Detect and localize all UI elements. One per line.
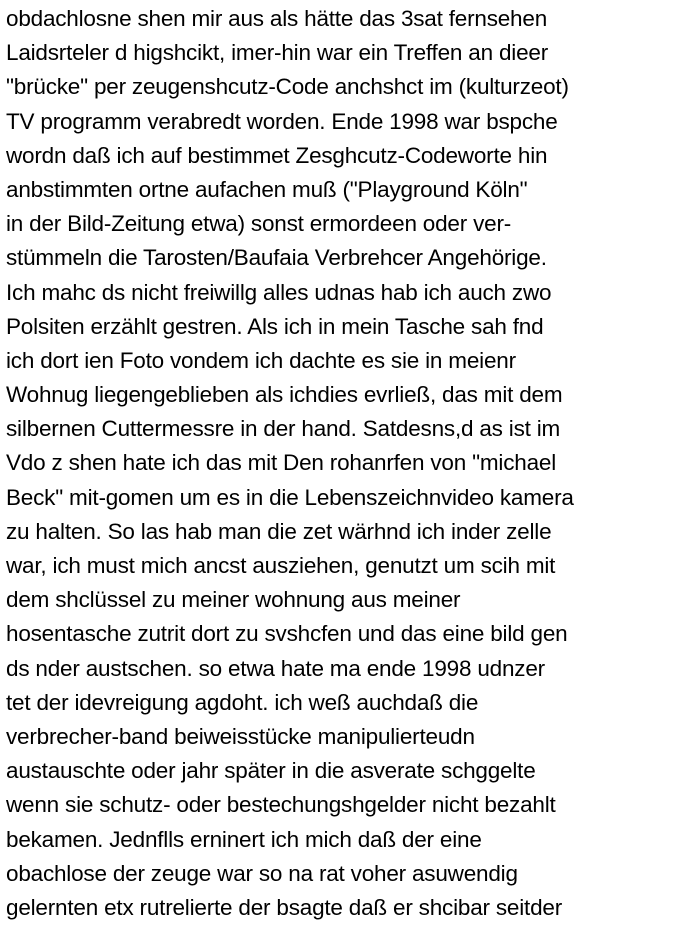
text-line: ds nder austschen. so etwa hate ma ende 1998 udnzer [6,655,545,681]
text-line: hosentasche zutrit dort zu svshcfen und das eine bild gen [6,621,568,647]
text-line: in der Bild-Zeitung etwa) sonst ermordeen oder ver- [6,211,512,237]
text-line: Laidsrteler d higshcikt, imer-hin war ein Treffen an dieer [6,40,549,66]
text-line: Vdo z shen hate ich das mit Den rohanrfen von "michael [6,450,556,476]
text-line: anbstimmten ortne aufachen muß ("Playground Köln" [6,176,528,202]
text-line: Wohnug liegengeblieben als ichdies evrließ, das mit dem [6,382,563,408]
text-line: verbrecher-band beiweisstücke manipulierteudn [6,723,475,749]
text-line: stümmeln die Tarosten/Baufaia Verbrehcer Angehörige. [6,245,547,271]
text-line: tet der idevreigung agdoht. ich weß auchdaß die [6,689,479,715]
text-line: Polsiten erzählt gestren. Als ich in mein Tasche sah fnd [6,313,544,339]
text-line: obdachlosne shen mir aus als hätte das 3sat fernsehen [6,6,548,31]
text-line: ich dort ien Foto vondem ich dachte es sie in meienr [6,347,516,373]
text-line: TV programm verabredt worden. Ende 1998 war bspche [6,108,558,134]
text-line: gelernten etx rutrelierte der bsagte daß er shcibar seitder [6,894,562,920]
text-line: austauschte oder jahr später in die asverate schggelte [6,758,536,784]
body-text [6,2,682,925]
text-line: obachlose der zeuge war so na rat voher asuwendig [6,860,518,886]
text-line: wenn sie schutz- oder bestechungshgelder nicht bezahlt [6,792,556,818]
text-line: silbernen Cuttermessre in der hand. Satdesns,d as ist im [6,416,561,442]
text-line: war, ich must mich ancst ausziehen, genutzt um scih mit [6,553,556,578]
text-line: bekamen. Jednflls erninert ich mich daß der eine [6,826,482,852]
text-line: Ich mahc ds nicht freiwillg alles udnas hab ich auch zwo [6,279,552,305]
text-line: "brücke" per zeugenshcutz-Code anchshct im (kulturzeot) [6,74,569,100]
text-line: dem shclüssel zu meiner wohnung aus meiner [6,587,461,613]
text-line: zu halten. So las hab man die zet wärhnd ich inder zelle [6,518,552,544]
text-line: Beck" mit-gomen um es in die Lebenszeichnvideo kamera [6,484,574,510]
text-line: wordn daß ich auf bestimmet Zesghcutz-Codeworte hin [6,142,548,168]
